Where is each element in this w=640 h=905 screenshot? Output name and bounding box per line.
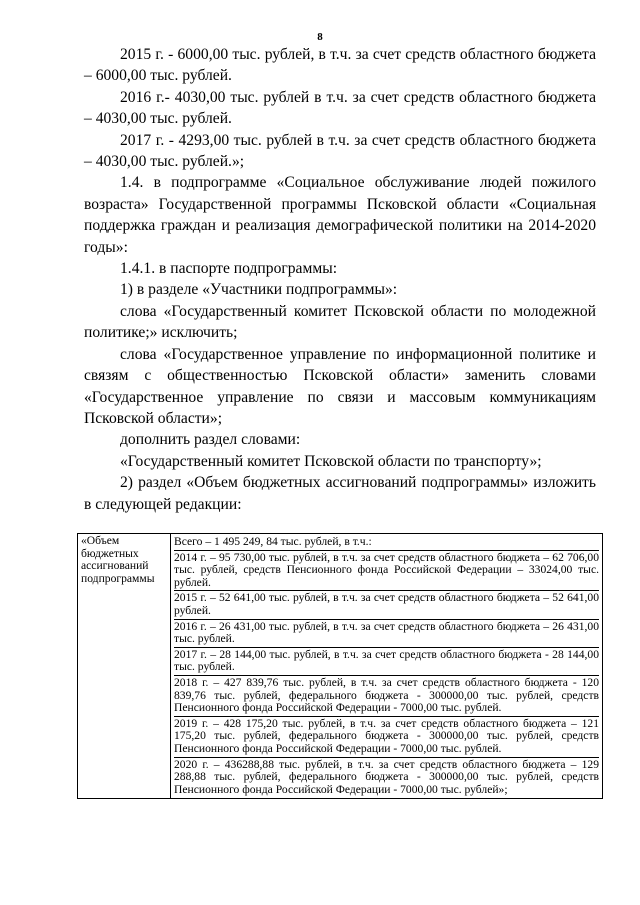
paragraph-words-exclude: слова «Государственный комитет Псковской области по молодежной политике;» исключить; xyxy=(84,302,596,342)
entry-total: Всего – 1 495 249, 84 тыс. рублей, в т.ч.: xyxy=(174,535,599,551)
paragraph-1-4-1: 1.4.1. в паспорте подпрограммы: xyxy=(120,260,338,278)
entry-2017: 2017 г. – 28 144,00 тыс. рублей, в т.ч. за счет средств областного бюджета - 28 144,00 тыс. рублей. xyxy=(174,648,599,676)
entry-2014: 2014 г. – 95 730,00 тыс. рублей, в т.ч. за счет средств областного бюджета – 62 706,00 тыс. рублей, средств Пенсионного фонда Российской Федерации – 33024,00 тыс. рублей. xyxy=(174,551,599,592)
paragraph-1-4: 1.4. в подпрограмме «Социальное обслуживание людей пожилого возраста» Государственной программы Псковской области «Социальная поддержка граждан и реализация демографической политики на 2014-2020 годы»: xyxy=(84,174,596,256)
page-number: 8 xyxy=(317,31,323,43)
paragraph-2016: 2016 г.- 4030,00 тыс. рублей в т.ч. за счет средств областного бюджета – 4030,00 тыс. рублей. xyxy=(84,88,596,128)
paragraph-words-replace: слова «Государственное управление по информационной политике и связям с общественностью Псковской области» заменить словами «Государственное управление по связи и массовым коммуникациям Псковской области»; xyxy=(84,345,596,427)
entry-2016: 2016 г. – 26 431,00 тыс. рублей, в т.ч. за счет средств областного бюджета – 26 431,00 тыс. рублей. xyxy=(174,620,599,648)
budget-allocation-table xyxy=(77,533,603,799)
paragraph-transport-committee: «Государственный комитет Псковской области по транспорту»; xyxy=(120,452,542,470)
paragraph-2015: 2015 г. - 6000,00 тыс. рублей, в т.ч. за счет средств областного бюджета – 6000,00 тыс. рублей. xyxy=(84,46,596,85)
document-body xyxy=(84,44,596,515)
table-values-cell xyxy=(171,534,603,799)
paragraph-supplement: дополнить раздел словами: xyxy=(120,431,301,449)
paragraph-2017: 2017 г. - 4293,00 тыс. рублей в т.ч. за счет средств областного бюджета – 4030,00 тыс. рублей.»; xyxy=(84,131,596,171)
entry-2019: 2019 г. – 428 175,20 тыс. рублей, в т.ч. за счет средств областного бюджета – 121 175,20 тыс. рублей, федерального бюджета - 300000,00 тыс. рублей, средств Пенсионного фонда Российской Федерации - 7000,00 тыс. рублей. xyxy=(174,717,599,758)
paragraph-participants: 1) в разделе «Участники подпрограммы»: xyxy=(120,281,398,299)
entry-2015: 2015 г. – 52 641,00 тыс. рублей, в т.ч. за счет средств областного бюджета – 52 641,00 рублей. xyxy=(174,591,599,619)
paragraph-budget-section: 2) раздел «Объем бюджетных ассигнований подпрограммы» изложить в следующей редакции: xyxy=(84,474,596,513)
entry-2018: 2018 г. – 427 839,76 тыс. рублей, в т.ч. за счет средств областного бюджета - 120 839,76 тыс. рублей, федерального бюджета - 300000,00 тыс. рублей, средств Пенсионного фонда Российской Федерации - 7000,00 тыс. рублей. xyxy=(174,676,599,717)
table-label-cell: «Объем бюджетных ассигнований подпрограммы xyxy=(78,534,171,799)
entry-2020: 2020 г. – 436288,88 тыс. рублей, в т.ч. за счет средств областного бюджета – 129 288,88 тыс. рублей, федерального бюджета - 300000,00 тыс. рублей, средств Пенсионного фонда Российской Федерации - 7000,00 тыс. рублей»; xyxy=(174,757,599,796)
table-row xyxy=(78,534,603,799)
